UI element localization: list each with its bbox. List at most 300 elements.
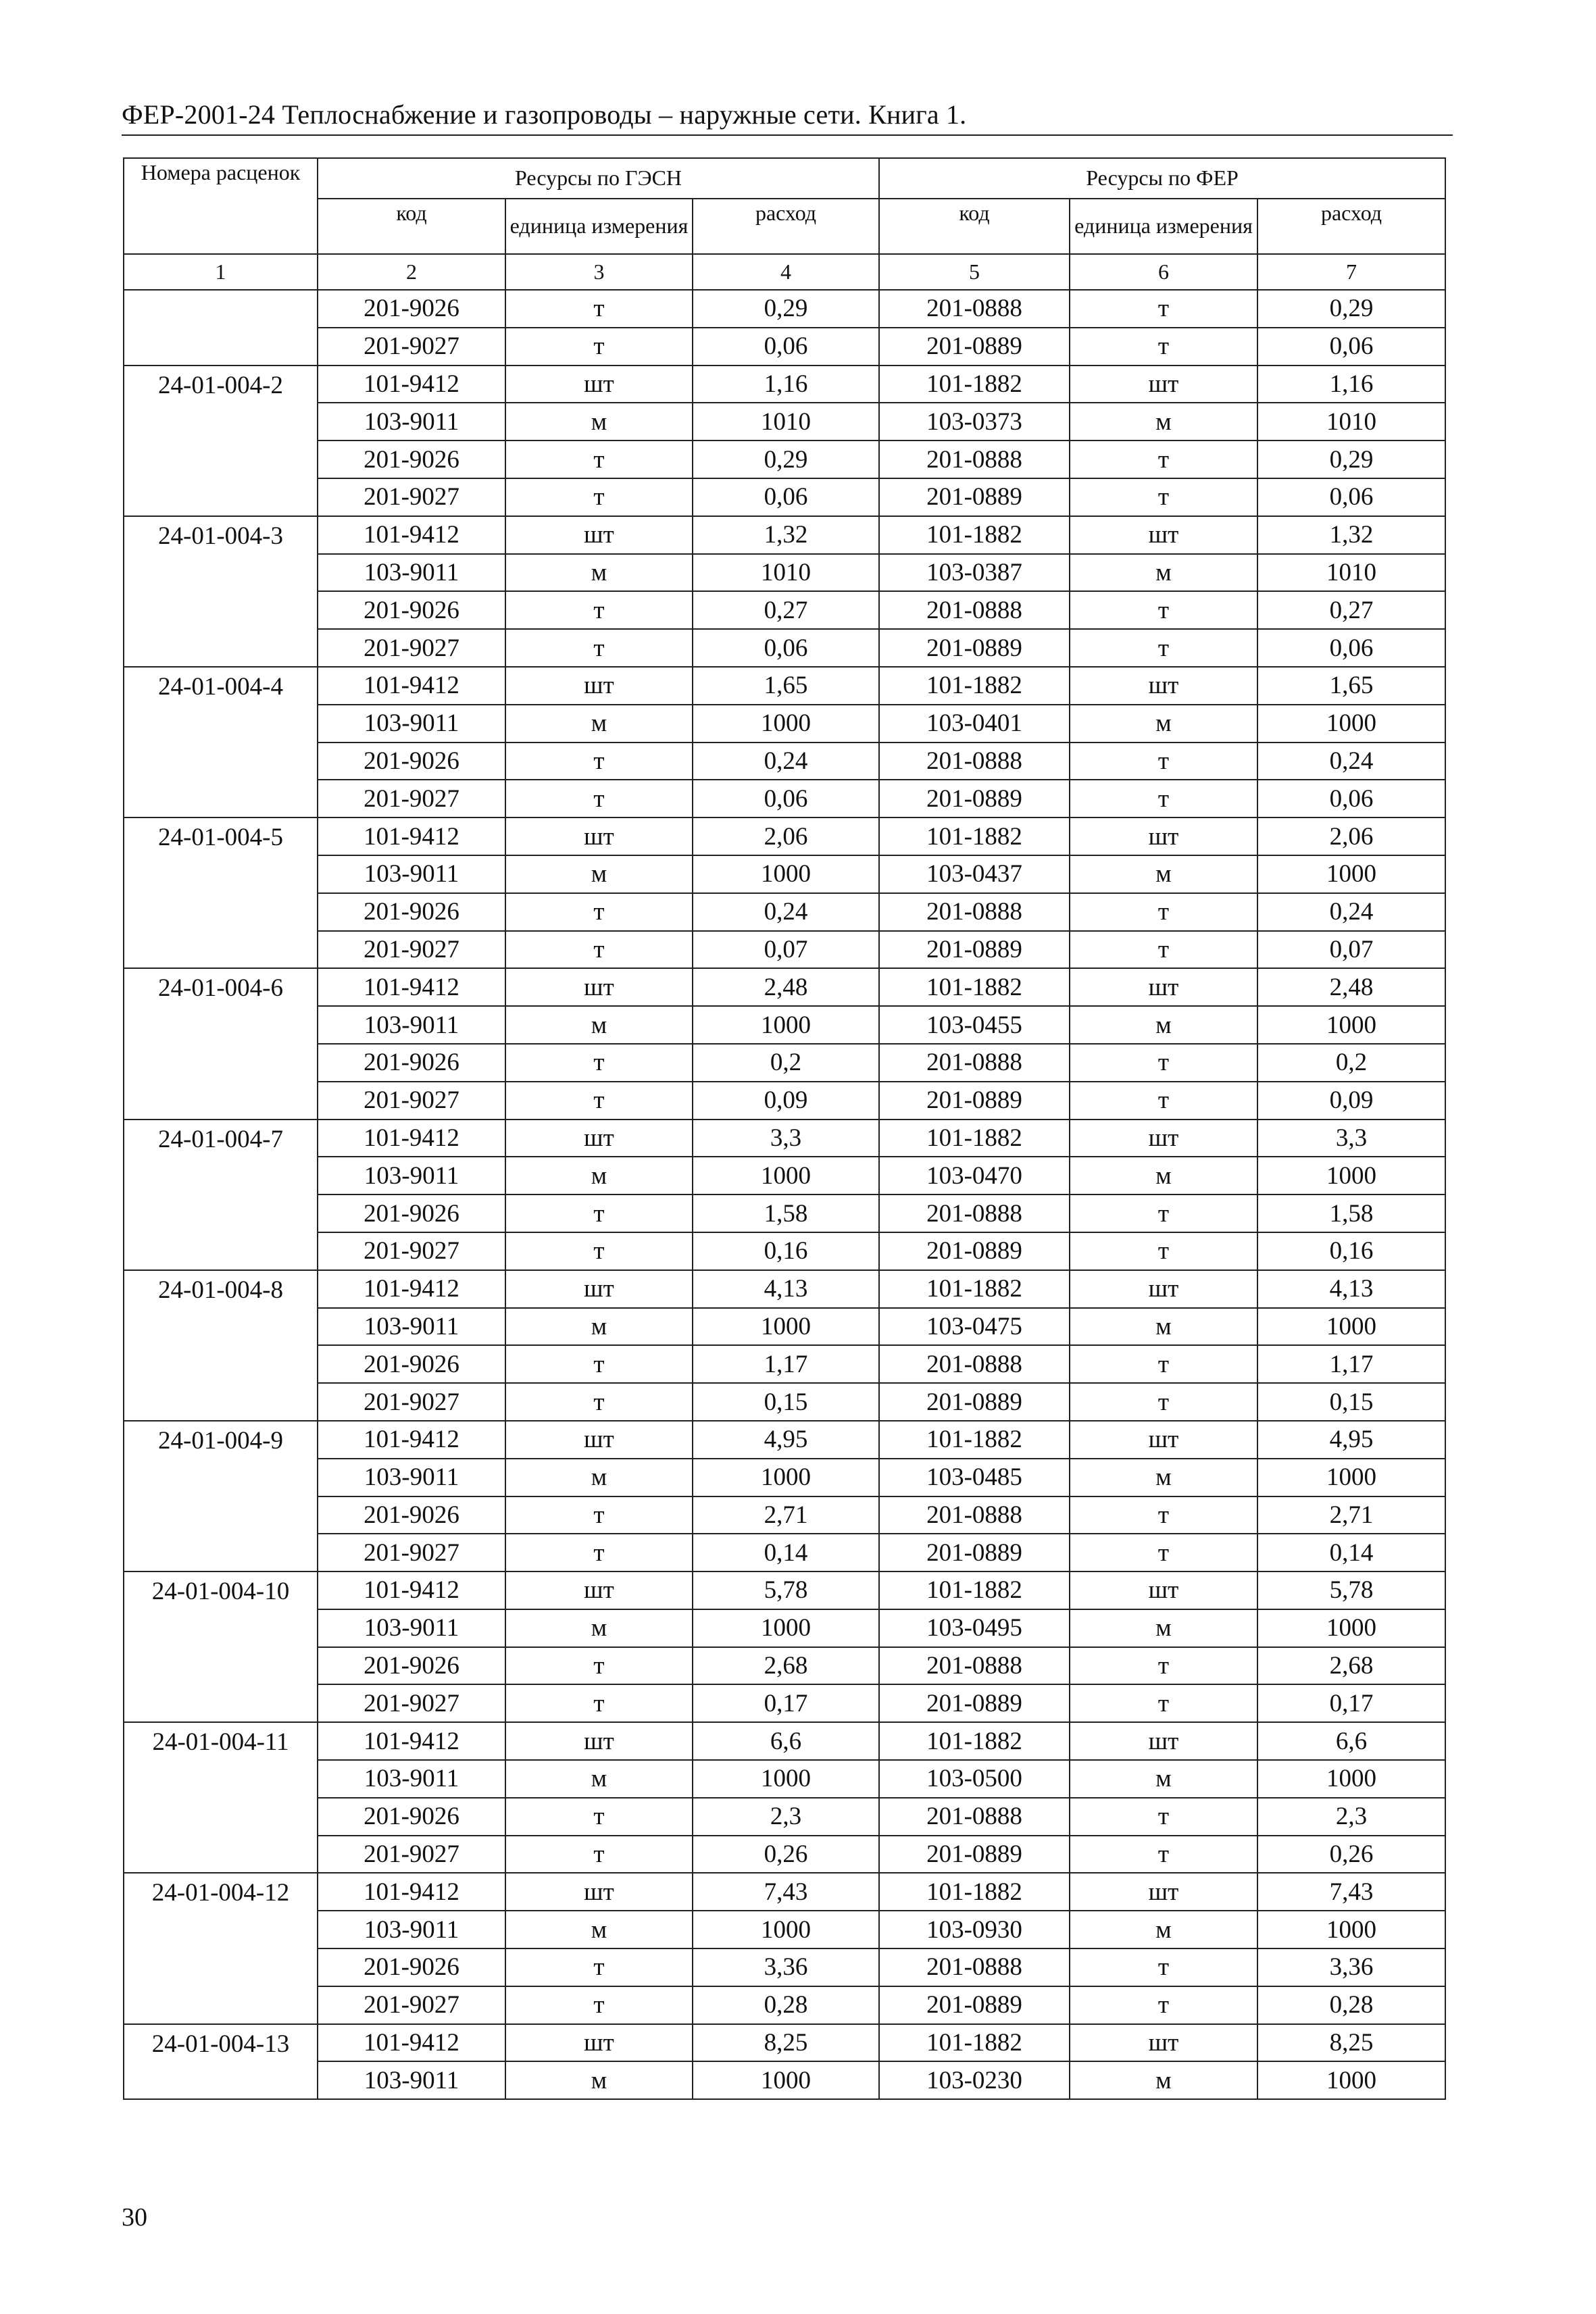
gesn-unit-cell: шт — [505, 818, 693, 855]
fer-unit-cell: т — [1070, 931, 1257, 969]
fer-unit-cell: т — [1070, 328, 1257, 366]
gesn-code-cell: 103-9011 — [318, 1157, 505, 1194]
fer-unit-cell: м — [1070, 1157, 1257, 1194]
rate-number-cell: 24-01-004-13 — [124, 2024, 318, 2100]
fer-consumption-cell: 2,06 — [1257, 818, 1445, 855]
gesn-unit-cell: т — [505, 328, 693, 366]
fer-code-cell: 103-0373 — [879, 403, 1070, 441]
gesn-code-cell: 201-9026 — [318, 743, 505, 780]
gesn-consumption-cell: 1010 — [693, 403, 879, 441]
gesn-consumption-cell: 0,06 — [693, 478, 879, 516]
gesn-consumption-cell: 0,28 — [693, 1986, 879, 2024]
gesn-unit-cell: т — [505, 629, 693, 667]
gesn-unit-cell: т — [505, 931, 693, 969]
table-row — [124, 1647, 1445, 1685]
gesn-unit-cell: т — [505, 1496, 693, 1534]
gesn-unit-cell: т — [505, 1082, 693, 1120]
fer-consumption-cell: 2,3 — [1257, 1798, 1445, 1836]
gesn-unit-cell: м — [505, 705, 693, 743]
fer-unit-cell: т — [1070, 441, 1257, 478]
fer-consumption-cell: 0,14 — [1257, 1534, 1445, 1571]
gesn-code-cell: 201-9026 — [318, 441, 505, 478]
gesn-code-cell: 103-9011 — [318, 1459, 505, 1496]
rate-number-cell: 24-01-004-7 — [124, 1120, 318, 1270]
table-row — [124, 1722, 1445, 1760]
fer-unit-cell: т — [1070, 1044, 1257, 1082]
fer-consumption-cell: 1010 — [1257, 554, 1445, 592]
gesn-unit-cell: м — [505, 1609, 693, 1647]
gesn-unit-cell: шт — [505, 1722, 693, 1760]
fer-unit-cell: м — [1070, 1609, 1257, 1647]
gesn-code-cell: 101-9412 — [318, 818, 505, 855]
gesn-code-cell: 201-9026 — [318, 1345, 505, 1383]
fer-unit-cell: шт — [1070, 667, 1257, 705]
fer-unit-cell: шт — [1070, 818, 1257, 855]
gesn-consumption-cell: 1000 — [693, 1459, 879, 1496]
fer-unit-cell: шт — [1070, 2024, 1257, 2062]
gesn-consumption-cell: 1,58 — [693, 1194, 879, 1232]
gesn-unit-cell: т — [505, 743, 693, 780]
rate-number-cell: 24-01-004-5 — [124, 818, 318, 968]
fer-code-cell: 101-1882 — [879, 366, 1070, 403]
column-number: 6 — [1070, 254, 1257, 290]
gesn-code-cell: 201-9027 — [318, 328, 505, 366]
rate-number-cell: 24-01-004-8 — [124, 1270, 318, 1421]
gesn-unit-cell: м — [505, 1308, 693, 1346]
header-gesn-code: код — [318, 199, 505, 254]
gesn-consumption-cell: 1000 — [693, 1609, 879, 1647]
table-row — [124, 931, 1445, 969]
gesn-code-cell: 201-9026 — [318, 1798, 505, 1836]
gesn-unit-cell: т — [505, 1948, 693, 1986]
gesn-code-cell: 103-9011 — [318, 2061, 505, 2099]
rate-number-cell: 24-01-004-4 — [124, 667, 318, 818]
fer-unit-cell: шт — [1070, 1270, 1257, 1308]
gesn-code-cell: 101-9412 — [318, 1873, 505, 1911]
gesn-code-cell: 201-9027 — [318, 1232, 505, 1270]
fer-unit-cell: м — [1070, 855, 1257, 893]
fer-unit-cell: шт — [1070, 1722, 1257, 1760]
table-row — [124, 1308, 1445, 1346]
gesn-consumption-cell: 1,32 — [693, 516, 879, 554]
gesn-consumption-cell: 6,6 — [693, 1722, 879, 1760]
table-row — [124, 366, 1445, 403]
fer-code-cell: 103-0495 — [879, 1609, 1070, 1647]
table-row — [124, 1534, 1445, 1571]
fer-consumption-cell: 1,17 — [1257, 1345, 1445, 1383]
fer-consumption-cell: 7,43 — [1257, 1873, 1445, 1911]
gesn-consumption-cell: 0,06 — [693, 328, 879, 366]
fer-consumption-cell: 1000 — [1257, 1760, 1445, 1798]
fer-unit-cell: т — [1070, 893, 1257, 931]
table-row — [124, 2024, 1445, 2062]
gesn-consumption-cell: 0,06 — [693, 629, 879, 667]
fer-consumption-cell: 0,29 — [1257, 441, 1445, 478]
fer-consumption-cell: 1000 — [1257, 2061, 1445, 2099]
gesn-unit-cell: шт — [505, 2024, 693, 2062]
fer-code-cell: 201-0888 — [879, 1647, 1070, 1685]
fer-code-cell: 101-1882 — [879, 1571, 1070, 1609]
fer-code-cell: 101-1882 — [879, 968, 1070, 1006]
column-number: 7 — [1257, 254, 1445, 290]
table-row — [124, 629, 1445, 667]
fer-unit-cell: т — [1070, 1986, 1257, 2024]
fer-consumption-cell: 0,2 — [1257, 1044, 1445, 1082]
gesn-code-cell: 101-9412 — [318, 1421, 505, 1459]
gesn-unit-cell: шт — [505, 968, 693, 1006]
gesn-code-cell: 103-9011 — [318, 403, 505, 441]
table-row — [124, 855, 1445, 893]
gesn-consumption-cell: 5,78 — [693, 1571, 879, 1609]
fer-consumption-cell: 1000 — [1257, 1609, 1445, 1647]
gesn-unit-cell: т — [505, 1232, 693, 1270]
fer-consumption-cell: 0,26 — [1257, 1836, 1445, 1873]
fer-unit-cell: шт — [1070, 1421, 1257, 1459]
fer-consumption-cell: 2,48 — [1257, 968, 1445, 1006]
gesn-unit-cell: т — [505, 1836, 693, 1873]
gesn-consumption-cell: 0,09 — [693, 1082, 879, 1120]
fer-code-cell: 103-0485 — [879, 1459, 1070, 1496]
gesn-code-cell: 101-9412 — [318, 968, 505, 1006]
fer-consumption-cell: 5,78 — [1257, 1571, 1445, 1609]
gesn-unit-cell: т — [505, 1798, 693, 1836]
table-row — [124, 328, 1445, 366]
gesn-code-cell: 103-9011 — [318, 1609, 505, 1647]
fer-code-cell: 101-1882 — [879, 1421, 1070, 1459]
gesn-code-cell: 103-9011 — [318, 1308, 505, 1346]
gesn-code-cell: 201-9026 — [318, 1194, 505, 1232]
fer-unit-cell: шт — [1070, 1571, 1257, 1609]
table-row — [124, 554, 1445, 592]
fer-unit-cell: т — [1070, 1647, 1257, 1685]
rate-number-cell: 24-01-004-2 — [124, 366, 318, 516]
fer-code-cell: 201-0888 — [879, 1798, 1070, 1836]
gesn-unit-cell: т — [505, 1383, 693, 1421]
fer-consumption-cell: 1,65 — [1257, 667, 1445, 705]
gesn-code-cell: 101-9412 — [318, 1120, 505, 1157]
gesn-consumption-cell: 3,3 — [693, 1120, 879, 1157]
gesn-code-cell: 201-9027 — [318, 1383, 505, 1421]
fer-unit-cell: м — [1070, 554, 1257, 592]
rate-number-cell: 24-01-004-9 — [124, 1421, 318, 1571]
column-number: 4 — [693, 254, 879, 290]
gesn-unit-cell: шт — [505, 1421, 693, 1459]
table-row — [124, 1270, 1445, 1308]
fer-unit-cell: т — [1070, 1496, 1257, 1534]
fer-code-cell: 201-0889 — [879, 1986, 1070, 2024]
table-row — [124, 818, 1445, 855]
fer-consumption-cell: 3,36 — [1257, 1948, 1445, 1986]
fer-consumption-cell: 0,17 — [1257, 1684, 1445, 1722]
gesn-unit-cell: т — [505, 893, 693, 931]
gesn-unit-cell: шт — [505, 366, 693, 403]
fer-code-cell: 201-0888 — [879, 1948, 1070, 1986]
gesn-unit-cell: шт — [505, 1120, 693, 1157]
fer-code-cell: 103-0930 — [879, 1911, 1070, 1948]
header-fer-consumption: расход — [1257, 199, 1445, 254]
fer-unit-cell: шт — [1070, 1873, 1257, 1911]
header-rate-numbers: Номера расценок — [124, 158, 318, 254]
gesn-unit-cell: т — [505, 1647, 693, 1685]
table-row — [124, 1609, 1445, 1647]
fer-unit-cell: т — [1070, 1383, 1257, 1421]
gesn-code-cell: 101-9412 — [318, 667, 505, 705]
fer-consumption-cell: 4,95 — [1257, 1421, 1445, 1459]
fer-consumption-cell: 1,16 — [1257, 366, 1445, 403]
fer-unit-cell: т — [1070, 1082, 1257, 1120]
gesn-code-cell: 201-9026 — [318, 1044, 505, 1082]
gesn-consumption-cell: 1000 — [693, 705, 879, 743]
table-row — [124, 1383, 1445, 1421]
fer-consumption-cell: 0,16 — [1257, 1232, 1445, 1270]
fer-code-cell: 201-0888 — [879, 1044, 1070, 1082]
column-number: 5 — [879, 254, 1070, 290]
gesn-consumption-cell: 0,29 — [693, 290, 879, 328]
gesn-unit-cell: м — [505, 1006, 693, 1044]
header-fer-resources: Ресурсы по ФЕР — [879, 158, 1445, 199]
fer-unit-cell: т — [1070, 1836, 1257, 1873]
gesn-consumption-cell: 0,26 — [693, 1836, 879, 1873]
table-row — [124, 743, 1445, 780]
fer-consumption-cell: 2,68 — [1257, 1647, 1445, 1685]
fer-code-cell: 201-0888 — [879, 1194, 1070, 1232]
gesn-consumption-cell: 2,68 — [693, 1647, 879, 1685]
fer-consumption-cell: 2,71 — [1257, 1496, 1445, 1534]
fer-code-cell: 103-0475 — [879, 1308, 1070, 1346]
fer-code-cell: 201-0889 — [879, 780, 1070, 818]
fer-unit-cell: т — [1070, 1345, 1257, 1383]
table-row — [124, 1082, 1445, 1120]
gesn-consumption-cell: 0,27 — [693, 591, 879, 629]
gesn-code-cell: 201-9026 — [318, 591, 505, 629]
gesn-code-cell: 201-9026 — [318, 1948, 505, 1986]
gesn-consumption-cell: 0,07 — [693, 931, 879, 969]
gesn-unit-cell: т — [505, 1044, 693, 1082]
header-gesn-consumption: расход — [693, 199, 879, 254]
fer-consumption-cell: 0,06 — [1257, 478, 1445, 516]
fer-unit-cell: шт — [1070, 366, 1257, 403]
fer-code-cell: 201-0889 — [879, 931, 1070, 969]
page-number: 30 — [122, 2203, 147, 2232]
gesn-consumption-cell: 0,29 — [693, 441, 879, 478]
gesn-consumption-cell: 2,71 — [693, 1496, 879, 1534]
header-gesn-resources: Ресурсы по ГЭСН — [318, 158, 879, 199]
gesn-code-cell: 201-9026 — [318, 290, 505, 328]
fer-code-cell: 101-1882 — [879, 1120, 1070, 1157]
gesn-consumption-cell: 4,13 — [693, 1270, 879, 1308]
rate-number-cell: 24-01-004-11 — [124, 1722, 318, 1873]
table-row — [124, 1873, 1445, 1911]
table-row — [124, 1836, 1445, 1873]
fer-code-cell: 201-0889 — [879, 328, 1070, 366]
table-row — [124, 1421, 1445, 1459]
table-row — [124, 1120, 1445, 1157]
gesn-unit-cell: м — [505, 1459, 693, 1496]
fer-code-cell: 103-0230 — [879, 2061, 1070, 2099]
table-row — [124, 705, 1445, 743]
fer-code-cell: 101-1882 — [879, 667, 1070, 705]
fer-unit-cell: м — [1070, 705, 1257, 743]
gesn-consumption-cell: 0,16 — [693, 1232, 879, 1270]
fer-unit-cell: т — [1070, 1948, 1257, 1986]
table-row — [124, 478, 1445, 516]
fer-consumption-cell: 0,24 — [1257, 893, 1445, 931]
gesn-unit-cell: т — [505, 1534, 693, 1571]
gesn-code-cell: 201-9027 — [318, 1684, 505, 1722]
fer-code-cell: 103-0401 — [879, 705, 1070, 743]
gesn-unit-cell: м — [505, 554, 693, 592]
fer-unit-cell: м — [1070, 2061, 1257, 2099]
gesn-consumption-cell: 1,16 — [693, 366, 879, 403]
gesn-unit-cell: т — [505, 478, 693, 516]
fer-unit-cell: шт — [1070, 968, 1257, 1006]
fer-unit-cell: м — [1070, 1459, 1257, 1496]
gesn-unit-cell: т — [505, 1345, 693, 1383]
fer-code-cell: 201-0889 — [879, 1082, 1070, 1120]
gesn-consumption-cell: 1000 — [693, 2061, 879, 2099]
fer-unit-cell: шт — [1070, 1120, 1257, 1157]
table-row — [124, 290, 1445, 328]
fer-code-cell: 101-1882 — [879, 516, 1070, 554]
gesn-unit-cell: шт — [505, 1571, 693, 1609]
fer-code-cell: 103-0387 — [879, 554, 1070, 592]
table-row — [124, 1496, 1445, 1534]
rate-number-cell: 24-01-004-3 — [124, 516, 318, 667]
table-row — [124, 1194, 1445, 1232]
fer-unit-cell: т — [1070, 1232, 1257, 1270]
fer-unit-cell: т — [1070, 1798, 1257, 1836]
fer-code-cell: 201-0888 — [879, 591, 1070, 629]
fer-unit-cell: т — [1070, 629, 1257, 667]
fer-code-cell: 201-0889 — [879, 1232, 1070, 1270]
gesn-consumption-cell: 0,15 — [693, 1383, 879, 1421]
table-row — [124, 1157, 1445, 1194]
gesn-unit-cell: м — [505, 1760, 693, 1798]
fer-consumption-cell: 0,15 — [1257, 1383, 1445, 1421]
gesn-unit-cell: шт — [505, 516, 693, 554]
gesn-code-cell: 201-9027 — [318, 931, 505, 969]
fer-unit-cell: шт — [1070, 516, 1257, 554]
column-number: 1 — [124, 254, 318, 290]
table-row — [124, 780, 1445, 818]
fer-consumption-cell: 0,06 — [1257, 780, 1445, 818]
fer-unit-cell: м — [1070, 1308, 1257, 1346]
fer-consumption-cell: 1000 — [1257, 1459, 1445, 1496]
fer-unit-cell: т — [1070, 290, 1257, 328]
fer-unit-cell: т — [1070, 478, 1257, 516]
gesn-consumption-cell: 1,17 — [693, 1345, 879, 1383]
gesn-unit-cell: т — [505, 1684, 693, 1722]
gesn-code-cell: 201-9027 — [318, 780, 505, 818]
gesn-consumption-cell: 0,2 — [693, 1044, 879, 1082]
fer-code-cell: 103-0455 — [879, 1006, 1070, 1044]
gesn-code-cell: 101-9412 — [318, 1571, 505, 1609]
header-gesn-unit: единица измерения — [505, 199, 693, 254]
table-body — [124, 290, 1445, 2099]
table-row — [124, 1986, 1445, 2024]
gesn-code-cell: 103-9011 — [318, 554, 505, 592]
gesn-consumption-cell: 1,65 — [693, 667, 879, 705]
gesn-code-cell: 201-9026 — [318, 893, 505, 931]
fer-code-cell: 103-0500 — [879, 1760, 1070, 1798]
column-number: 3 — [505, 254, 693, 290]
gesn-unit-cell: м — [505, 2061, 693, 2099]
table-row — [124, 1345, 1445, 1383]
gesn-code-cell: 201-9027 — [318, 1836, 505, 1873]
fer-unit-cell: т — [1070, 1534, 1257, 1571]
gesn-code-cell: 101-9412 — [318, 1722, 505, 1760]
gesn-unit-cell: шт — [505, 1270, 693, 1308]
fer-code-cell: 101-1882 — [879, 1270, 1070, 1308]
table-row — [124, 1948, 1445, 1986]
gesn-code-cell: 201-9027 — [318, 1986, 505, 2024]
header-fer-unit: единица измерения — [1070, 199, 1257, 254]
fer-code-cell: 103-0470 — [879, 1157, 1070, 1194]
gesn-consumption-cell: 7,43 — [693, 1873, 879, 1911]
gesn-consumption-cell: 4,95 — [693, 1421, 879, 1459]
table-row — [124, 893, 1445, 931]
header-rule — [122, 134, 1453, 136]
fer-code-cell: 201-0888 — [879, 1345, 1070, 1383]
gesn-unit-cell: т — [505, 290, 693, 328]
gesn-consumption-cell: 0,24 — [693, 893, 879, 931]
gesn-code-cell: 201-9026 — [318, 1496, 505, 1534]
gesn-consumption-cell: 1000 — [693, 855, 879, 893]
fer-code-cell: 201-0889 — [879, 629, 1070, 667]
fer-code-cell: 201-0889 — [879, 1836, 1070, 1873]
gesn-consumption-cell: 2,06 — [693, 818, 879, 855]
resources-table — [123, 157, 1446, 2100]
gesn-unit-cell: м — [505, 403, 693, 441]
column-number: 2 — [318, 254, 505, 290]
gesn-code-cell: 201-9027 — [318, 1082, 505, 1120]
table-row — [124, 516, 1445, 554]
fer-code-cell: 201-0888 — [879, 290, 1070, 328]
gesn-code-cell: 103-9011 — [318, 1006, 505, 1044]
fer-consumption-cell: 0,28 — [1257, 1986, 1445, 2024]
fer-code-cell: 201-0888 — [879, 893, 1070, 931]
table-row — [124, 591, 1445, 629]
rate-number-cell: 24-01-004-6 — [124, 968, 318, 1119]
gesn-unit-cell: м — [505, 1157, 693, 1194]
gesn-consumption-cell: 2,48 — [693, 968, 879, 1006]
table-row — [124, 1684, 1445, 1722]
gesn-consumption-cell: 3,36 — [693, 1948, 879, 1986]
rate-number-cell — [124, 290, 318, 366]
table-row — [124, 1459, 1445, 1496]
table-row — [124, 968, 1445, 1006]
fer-unit-cell: м — [1070, 1911, 1257, 1948]
table-row — [124, 1044, 1445, 1082]
fer-unit-cell: т — [1070, 1684, 1257, 1722]
fer-unit-cell: м — [1070, 1006, 1257, 1044]
gesn-unit-cell: т — [505, 441, 693, 478]
fer-consumption-cell: 0,06 — [1257, 328, 1445, 366]
fer-consumption-cell: 3,3 — [1257, 1120, 1445, 1157]
fer-code-cell: 101-1882 — [879, 818, 1070, 855]
table-row — [124, 1232, 1445, 1270]
gesn-consumption-cell: 1010 — [693, 554, 879, 592]
gesn-unit-cell: шт — [505, 667, 693, 705]
fer-consumption-cell: 1,58 — [1257, 1194, 1445, 1232]
gesn-consumption-cell: 0,24 — [693, 743, 879, 780]
fer-consumption-cell: 0,09 — [1257, 1082, 1445, 1120]
gesn-code-cell: 101-9412 — [318, 2024, 505, 2062]
fer-code-cell: 201-0888 — [879, 743, 1070, 780]
table-row — [124, 667, 1445, 705]
fer-consumption-cell: 0,07 — [1257, 931, 1445, 969]
table-row — [124, 1571, 1445, 1609]
